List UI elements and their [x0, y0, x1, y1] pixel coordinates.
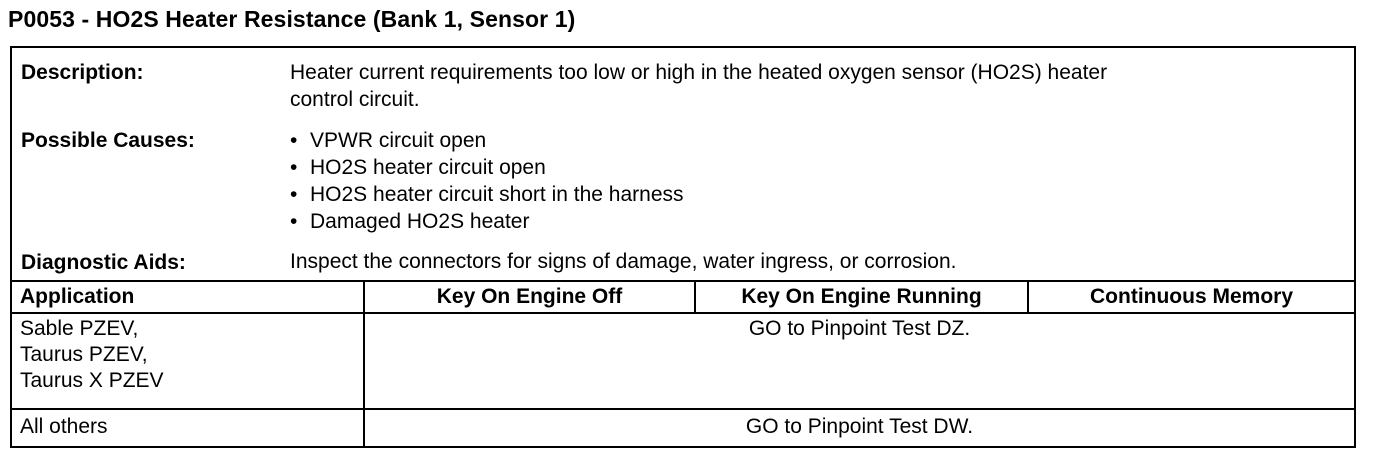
- description-text-line-2: control circuit.: [290, 88, 420, 111]
- header-key-on-engine-running: Key On Engine Running: [741, 285, 982, 308]
- action-cell: GO to Pinpoint Test DW.: [745, 415, 974, 438]
- header-key-on-engine-off: Key On Engine Off: [436, 285, 623, 308]
- list-item: • Damaged HO2S heater: [290, 210, 530, 233]
- description-text-line-1: Heater current requirements too low or high in the heated oxygen sensor (HO2S) heater: [290, 61, 1108, 84]
- header-application: Application: [20, 285, 135, 308]
- application-cell-line: Taurus PZEV,: [20, 343, 148, 366]
- application-cell: All others: [20, 415, 108, 438]
- list-item: • VPWR circuit open: [290, 129, 487, 152]
- application-cell-line: Taurus X PZEV: [20, 369, 164, 392]
- possible-causes-list: [290, 127, 684, 235]
- description-label: Description:: [21, 61, 144, 84]
- bullet-icon: •: [290, 183, 298, 206]
- header-continuous-memory: Continuous Memory: [1090, 285, 1293, 308]
- possible-causes-label: Possible Causes:: [21, 129, 195, 152]
- bullet-icon: •: [290, 156, 298, 179]
- table-row-divider: [12, 408, 1354, 410]
- diagnostic-aids-text: Inspect the connectors for signs of damage, water ingress, or corrosion.: [290, 250, 957, 273]
- page-title: P0053 - HO2S Heater Resistance (Bank 1, Sensor 1): [8, 6, 576, 32]
- list-item: • HO2S heater circuit short in the harness: [290, 183, 684, 206]
- table-row: [20, 316, 164, 394]
- action-cell: GO to Pinpoint Test DZ.: [748, 317, 971, 340]
- bullet-icon: •: [290, 129, 298, 152]
- diagnostic-aids-label: Diagnostic Aids:: [21, 251, 186, 274]
- dtc-info-box: [10, 46, 1356, 448]
- bullet-icon: •: [290, 210, 298, 233]
- application-cell-line: Sable PZEV,: [20, 317, 139, 340]
- table-top-border: [12, 280, 1354, 282]
- table-header-divider: [12, 312, 1354, 314]
- list-item: • HO2S heater circuit open: [290, 156, 546, 179]
